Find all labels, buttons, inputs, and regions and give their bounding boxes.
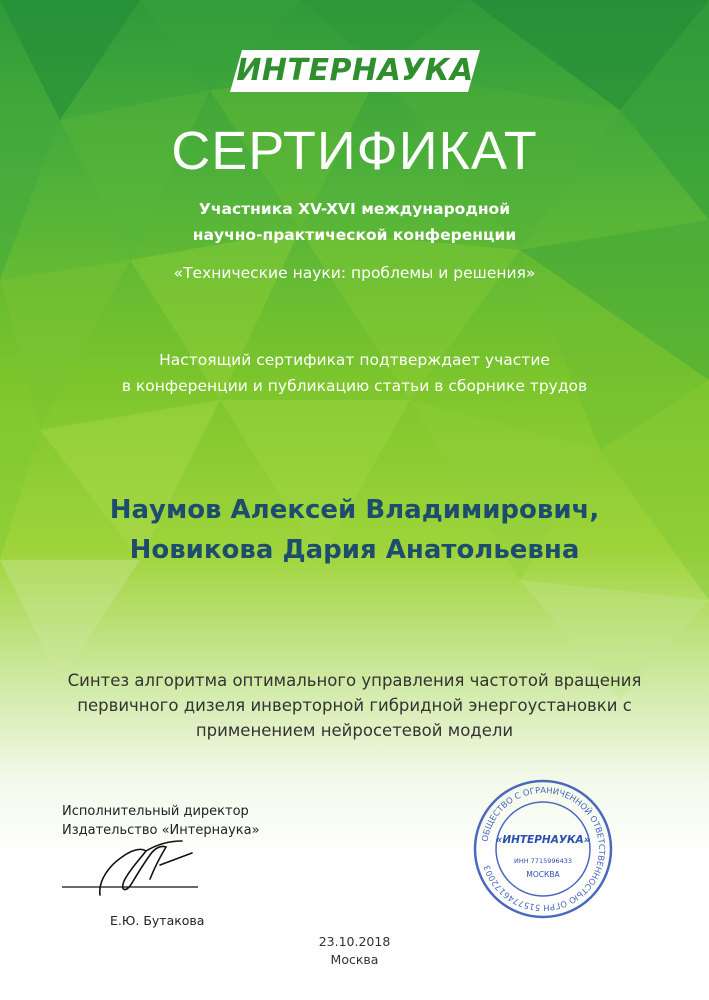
certificate-title: СЕРТИФИКАТ <box>171 121 538 181</box>
confirmation-line-2: в конференции и публикацию статьи в сборнике трудов <box>121 377 588 395</box>
participant-names <box>0 490 709 570</box>
participant-name-2: Новикова Дария Анатольевна <box>129 535 580 565</box>
confirmation-text <box>0 347 709 399</box>
stamp-city-text: МОСКВА <box>526 870 560 879</box>
svg-text:ОБЩЕСТВО С ОГРАНИЧЕННОЙ ОТВЕТС <box>479 785 607 913</box>
participant-subtitle <box>0 196 709 248</box>
director-organization: Издательство «Интернаука» <box>62 823 260 838</box>
director-position: Исполнительный директор <box>62 804 249 819</box>
article-title <box>0 668 709 743</box>
stamp-seal <box>471 777 615 921</box>
subtitle-line-1: Участника XV-XVI международной <box>198 200 511 218</box>
subtitle-line-2: научно-практической конференции <box>192 226 517 244</box>
logo-text: ИНТЕРНАУКА <box>236 53 474 88</box>
confirmation-line-1: Настоящий сертификат подтверждает участие <box>159 351 550 369</box>
article-line-2: первичного дизеля инверторной гибридной энергоустановки с <box>77 696 632 715</box>
stamp-ring-text: ОБЩЕСТВО С ОГРАНИЧЕННОЙ ОТВЕТСТВЕННОСТЬЮ ОГРН 5157746172003 <box>479 784 608 914</box>
signature-icon <box>60 835 200 905</box>
internauka-logo <box>230 50 480 92</box>
stamp-center-text: «ИНТЕРНАУКА» <box>495 834 591 846</box>
certificate-city: Москва <box>330 952 379 967</box>
certificate-date: 23.10.2018 <box>318 934 391 949</box>
participant-name-1: Наумов Алексей Владимирович, <box>109 495 600 525</box>
conference-name: «Технические науки: проблемы и решения» <box>173 264 536 282</box>
director-name: Е.Ю. Бутакова <box>110 913 205 928</box>
article-line-3: применением нейросетевой модели <box>195 721 514 740</box>
article-line-1: Синтез алгоритма оптимального управления частотой вращения <box>67 671 642 690</box>
stamp-inn-text: ИНН 7715996433 <box>513 857 573 865</box>
